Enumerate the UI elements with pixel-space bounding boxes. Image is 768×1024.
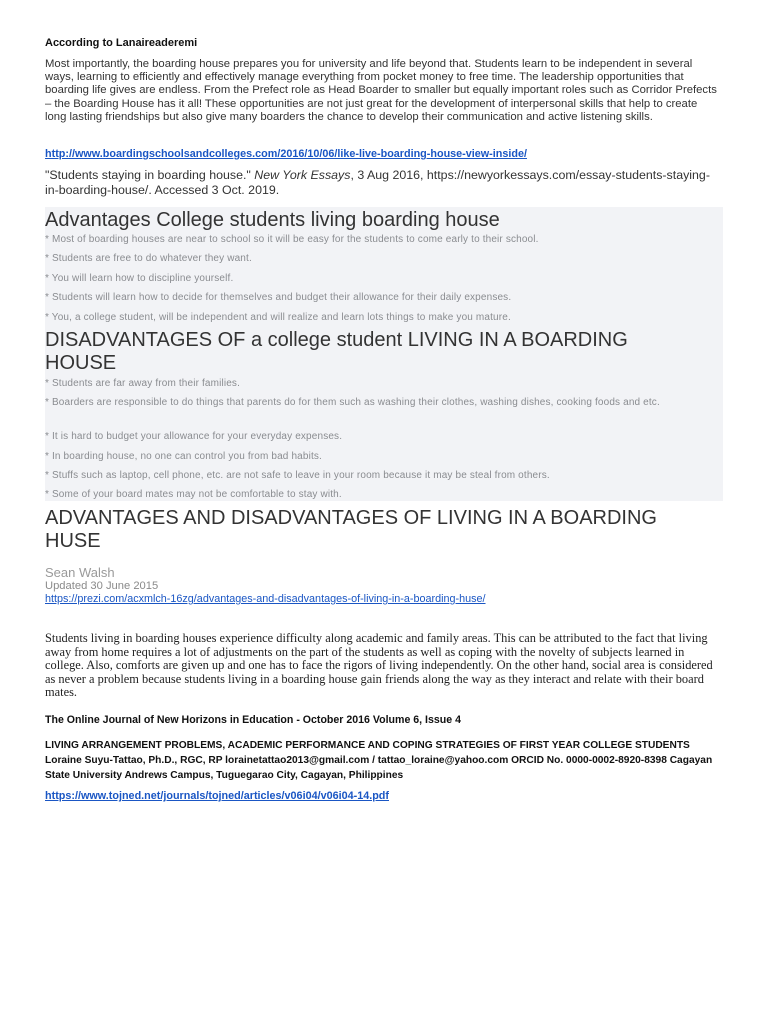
boarding-schools-link[interactable]: http://www.boardingschoolsandcolleges.com/2016/10/06/like-live-boarding-house-view-inside/: [45, 148, 527, 160]
journal-reference: LIVING ARRANGEMENT PROBLEMS, ACADEMIC PERFORMANCE AND COPING STRATEGIES OF FIRST YEAR COLLEGE STUDENTS Loraine Suyu-Tattao, Ph.D., RGC, RP lorainetattao2013@gmail.com / tattao_loraine@yahoo.com ORCID No. 0000-0002-8920-8398 Cagayan State University Andrews Campus, Tuguegarao City, Cagayan, Philippines: [45, 740, 713, 781]
author-name: Sean Walsh: [45, 565, 115, 580]
disadvantages-title: DISADVANTAGES OF a college student LIVING IN A BOARDING HOUSE: [45, 329, 628, 374]
advantages-item: * Students will learn how to decide for themselves and budget their allowance for their daily expenses.: [45, 292, 512, 303]
citation-pre: "Students staying in boarding house.": [45, 168, 255, 182]
source-heading: According to Lanaireaderemi: [45, 37, 198, 49]
advantages-title: Advantages College students living boarding house: [45, 209, 500, 231]
advantages-item: * You, a college student, will be independent and will realize and learn lots things to make you mature.: [45, 312, 511, 323]
intro-paragraph: Most importantly, the boarding house prepares you for university and life beyond that. Students learn to be independent in several ways, learning to efficiently and effectively manage everything from pocket money to free time. The leadership opportunities that boarding life gives are endless. From the Prefect role as Head Boarder to smaller but equally important roles such as Corridor Prefects – the Boarding House has it all! These opportunities are not just great for the development of interpersonal skills that help to create long lasting friendships but also give many boarders the chance to develop their communication and active listening skills.: [45, 58, 717, 123]
disadvantages-item: * Some of your board mates may not be comfortable to stay with.: [45, 489, 342, 500]
citation-post: , 3 Aug 2016, https://newyorkessays.com/essay-students-staying-in-boarding-house/. Accessed 3 Oct. 2019.: [45, 168, 710, 197]
journal-title: The Online Journal of New Horizons in Education - October 2016 Volume 6, Issue 4: [45, 714, 461, 726]
citation: [45, 168, 721, 198]
summary-paragraph: Students living in boarding houses experience difficulty along academic and family areas. This can be attributed to the fact that living away from home requires a lot of adjustments on the part of the students as well as coping with the novelty of subjects learned in college. Also, comforts are given up and one has to face the rigors of living independently. On the other hand, social area is considered as never a problem because students living in a boarding house gain friends along the way as they interact and relate with their board mates.: [45, 631, 713, 700]
disadvantages-item: * Stuffs such as laptop, cell phone, etc. are not safe to leave in your room because it may be steal from others.: [45, 470, 550, 481]
citation-source: New York Essays: [254, 168, 351, 182]
updated-date: Updated 30 June 2015: [45, 580, 159, 592]
advantages-item: * Most of boarding houses are near to school so it will be easy for the students to come early to their school.: [45, 234, 539, 245]
disadvantages-item: * It is hard to budget your allowance for your everyday expenses.: [45, 431, 343, 442]
disadvantages-item: * Students are far away from their families.: [45, 378, 241, 389]
tojned-link[interactable]: https://www.tojned.net/journals/tojned/articles/v06i04/v06i04-14.pdf: [45, 790, 389, 802]
advantages-item: * You will learn how to discipline yourself.: [45, 273, 234, 284]
article-title: ADVANTAGES AND DISADVANTAGES OF LIVING IN A BOARDING HUSE: [45, 507, 657, 552]
disadvantages-item: * In boarding house, no one can control you from bad habits.: [45, 451, 322, 462]
advantages-item: * Students are free to do whatever they want.: [45, 253, 252, 264]
prezi-link[interactable]: https://prezi.com/acxmlch-16zg/advantages-and-disadvantages-of-living-in-a-boarding-huse/: [45, 593, 486, 605]
disadvantages-item: * Boarders are responsible to do things that parents do for them such as washing their clothes, washing dishes, cooking foods and etc.: [45, 397, 660, 408]
